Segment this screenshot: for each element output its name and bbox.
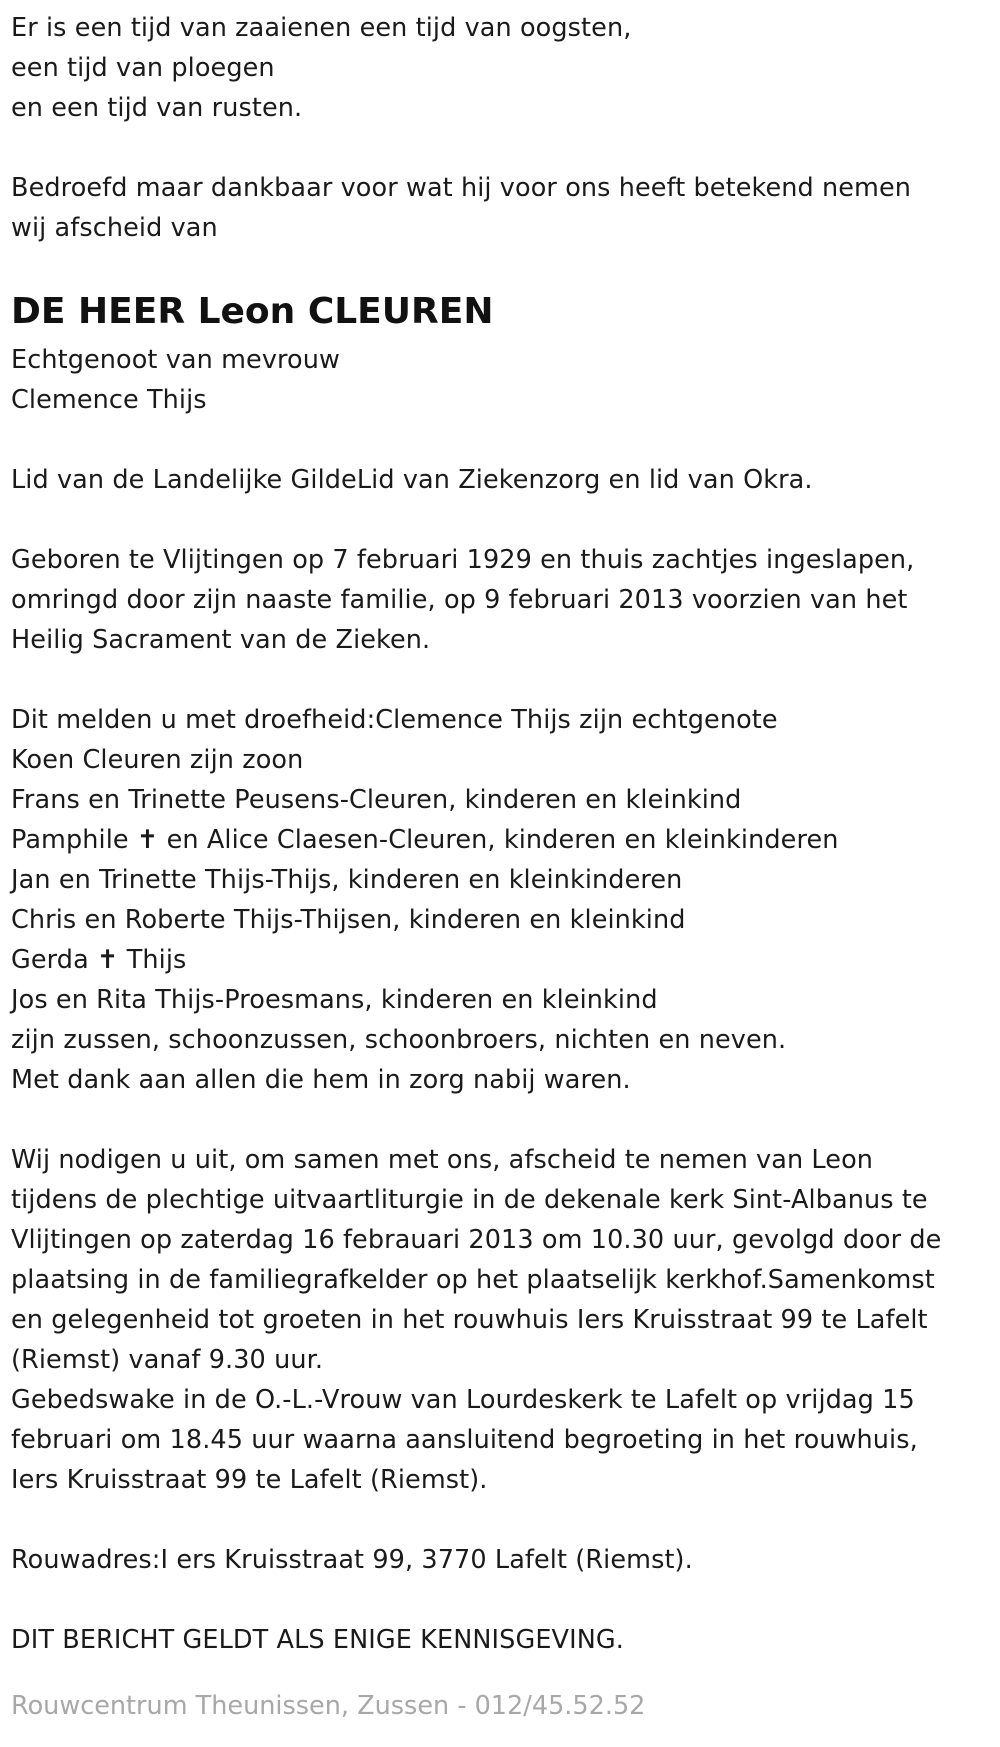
spouse-line: Echtgenoot van mevrouw <box>11 345 340 375</box>
birth-death-line: Geboren te Vlijtingen op 7 februari 1929 en thuis zachtjes ingeslapen, <box>11 545 915 575</box>
funeral-line: Wij nodigen u uit, om samen met ons, afscheid te nemen van Leon <box>11 1145 874 1175</box>
address-block <box>11 1540 990 1580</box>
funeral-block <box>11 1140 990 1500</box>
notice-block <box>11 1620 990 1660</box>
family-line: zijn zussen, schoonzussen, schoonbroers, nichten en neven. <box>11 1025 787 1055</box>
funeral-line: tijdens de plechtige uitvaartliturgie in de dekenale kerk Sint-Albanus te <box>11 1185 928 1215</box>
family-name-part: en Alice Claesen-Cleuren, kinderen en kleinkinderen <box>158 825 839 855</box>
intro-line: wij afscheid van <box>11 213 218 243</box>
deceased-name: DE HEER Leon CLEUREN <box>11 291 494 332</box>
funeral-line: februari om 18.45 uur waarna aansluitend begroeting in het rouwhuis, <box>11 1425 918 1455</box>
mourning-address: Rouwadres:I ers Kruisstraat 99, 3770 Lafelt (Riemst). <box>11 1545 693 1575</box>
family-line: Jos en Rita Thijs-Proesmans, kinderen en kleinkind <box>11 985 658 1015</box>
family-name-part: Pamphile <box>11 825 137 855</box>
poem-block <box>11 8 990 128</box>
funeral-line: en gelegenheid tot groeten in het rouwhuis Iers Kruisstraat 99 te Lafelt <box>11 1305 928 1335</box>
deceased-block <box>11 284 990 420</box>
cross-icon: ✝ <box>97 945 119 975</box>
poem-line: en een tijd van rusten. <box>11 93 303 123</box>
family-line: Dit melden u met droefheid:Clemence Thijs zijn echtgenote <box>11 705 778 735</box>
intro-block <box>11 168 990 248</box>
family-block <box>11 700 990 1100</box>
family-line: Jan en Trinette Thijs-Thijs, kinderen en kleinkinderen <box>11 865 683 895</box>
family-line: Chris en Roberte Thijs-Thijsen, kinderen en kleinkind <box>11 905 686 935</box>
memberships-text: Lid van de Landelijke GildeLid van Ziekenzorg en lid van Okra. <box>11 465 813 495</box>
memberships-block <box>11 460 990 500</box>
intro-line: Bedroefd maar dankbaar voor wat hij voor ons heeft betekend nemen <box>11 173 912 203</box>
poem-line: Er is een tijd van zaaienen een tijd van oogsten, <box>11 13 632 43</box>
birth-death-line: omringd door zijn naaste familie, op 9 februari 2013 voorzien van het <box>11 585 908 615</box>
funeral-line: (Riemst) vanaf 9.30 uur. <box>11 1345 324 1375</box>
birth-death-block <box>11 540 990 660</box>
funeral-line: Vlijtingen op zaterdag 16 febrauari 2013 om 10.30 uur, gevolgd door de <box>11 1225 942 1255</box>
funeral-home-footer: Rouwcentrum Theunissen, Zussen - 012/45.52.52 <box>11 1691 646 1721</box>
notice-text: DIT BERICHT GELDT ALS ENIGE KENNISGEVING. <box>11 1625 624 1655</box>
poem-line: een tijd van ploegen <box>11 53 275 83</box>
family-name-part: Thijs <box>118 945 187 975</box>
cross-icon: ✝ <box>136 825 159 855</box>
family-line: Frans en Trinette Peusens-Cleuren, kinderen en kleinkind <box>11 785 742 815</box>
birth-death-line: Heilig Sacrament van de Zieken. <box>11 625 431 655</box>
family-line <box>11 820 990 860</box>
funeral-line: plaatsing in de familiegrafkelder op het plaatselijk kerkhof.Samenkomst <box>11 1265 935 1295</box>
funeral-line: Iers Kruisstraat 99 te Lafelt (Riemst). <box>11 1465 488 1495</box>
spouse-line: Clemence Thijs <box>11 385 207 415</box>
family-name-part: Gerda <box>11 945 98 975</box>
family-line: Koen Cleuren zijn zoon <box>11 745 304 775</box>
family-line <box>11 940 990 980</box>
family-line: Met dank aan allen die hem in zorg nabij waren. <box>11 1065 631 1095</box>
funeral-line: Gebedswake in de O.-L.-Vrouw van Lourdeskerk te Lafelt op vrijdag 15 <box>11 1385 915 1415</box>
